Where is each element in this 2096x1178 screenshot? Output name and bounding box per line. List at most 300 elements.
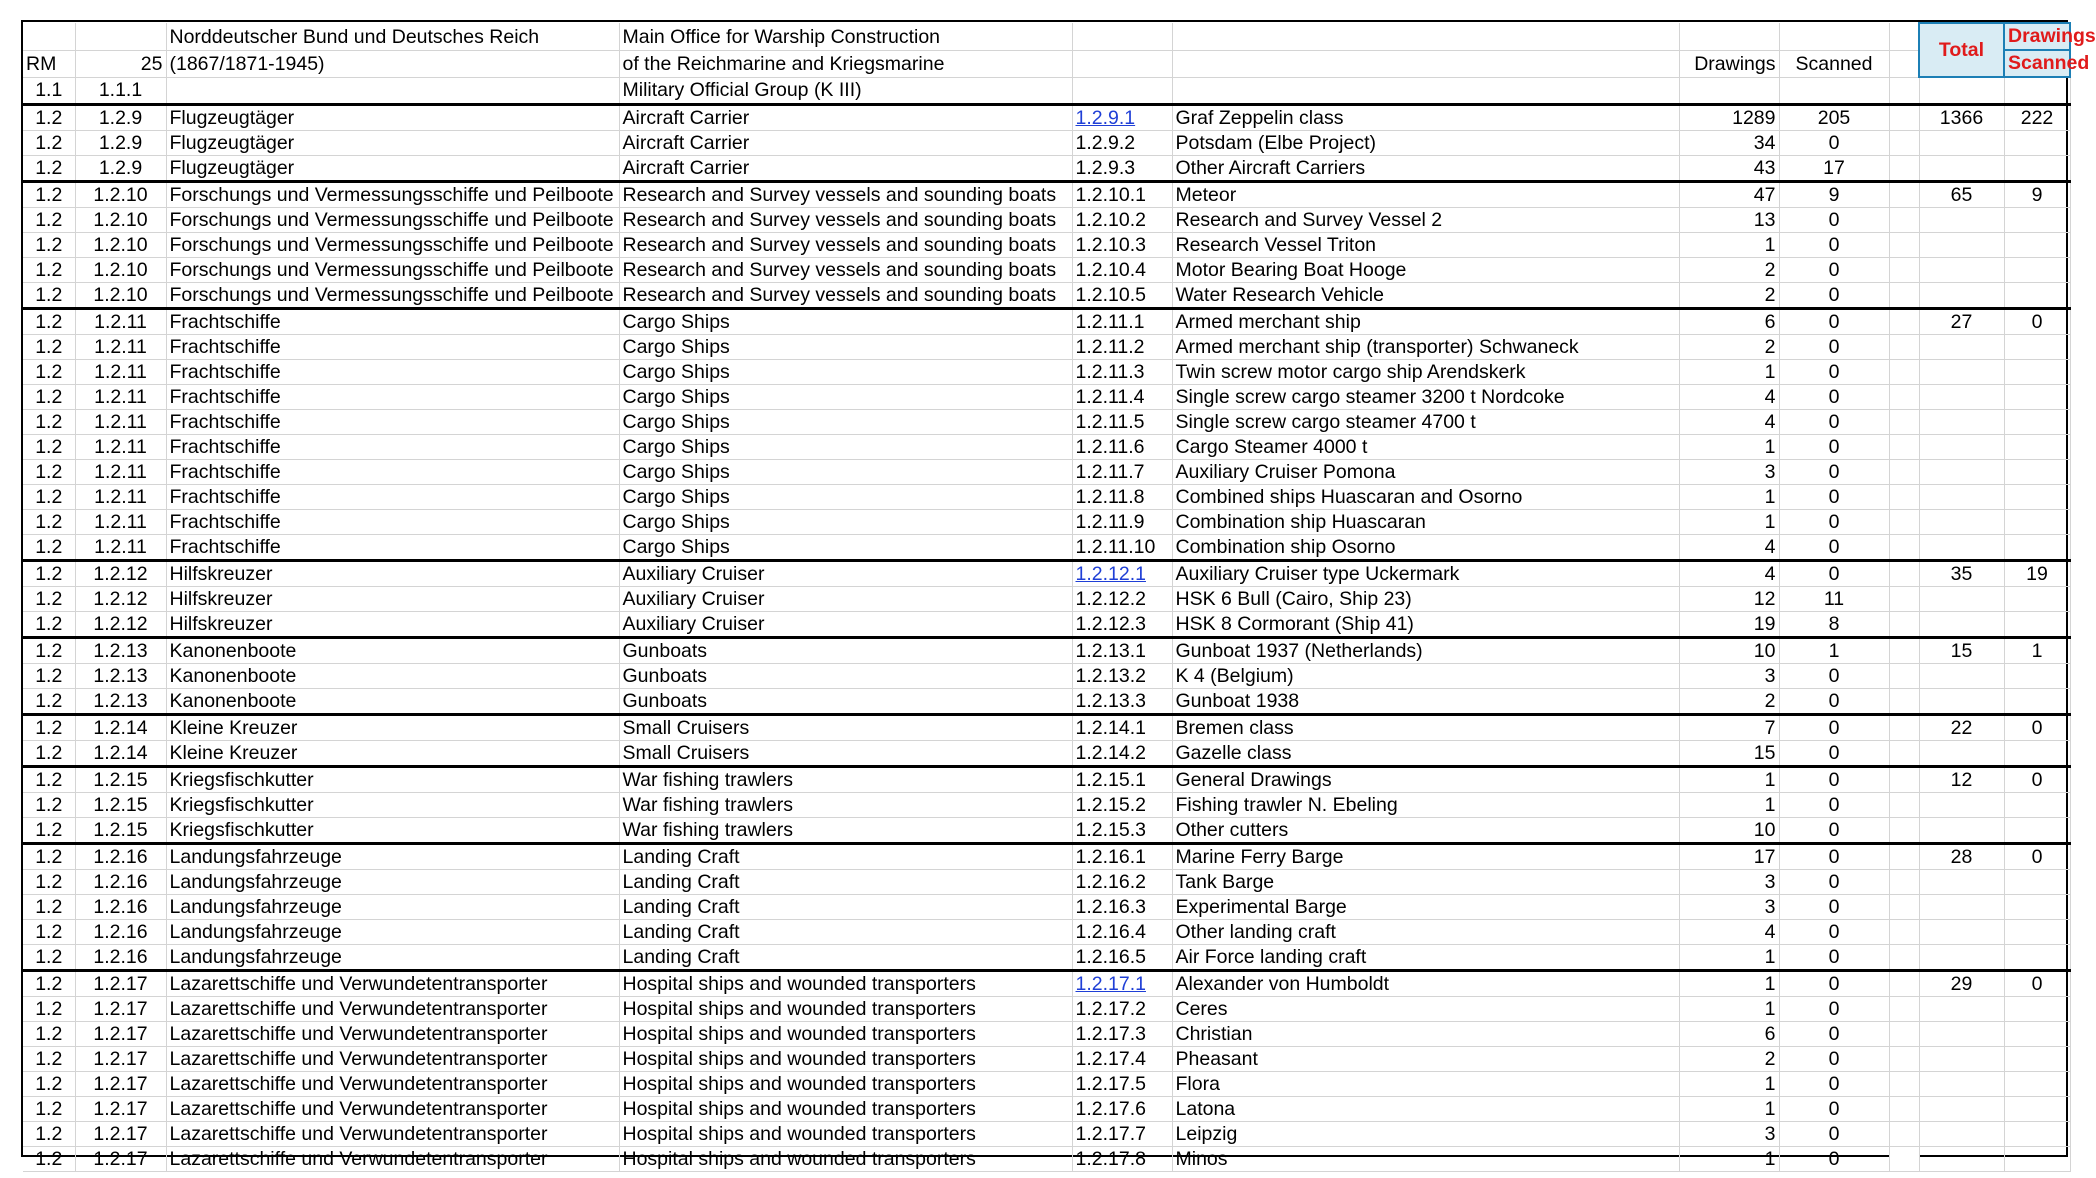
cell-scanned: 0 [1779,818,1889,844]
cell-english-name: Gunboats [619,689,1072,715]
cell-sub-number: 1.2.13.1 [1072,638,1172,664]
cell-total [1919,335,2004,360]
cell-german-name: Kriegsfischkutter [166,818,619,844]
cell-german-name: Kriegsfischkutter [166,793,619,818]
cell-scanned: 0 [1779,510,1889,535]
cell-german-name: Kriegsfischkutter [166,767,619,793]
cell-german-name: Kanonenboote [166,689,619,715]
cell-total [1919,485,2004,510]
cell-total [1919,410,2004,435]
cell-drawings: 12 [1679,587,1779,612]
cell-item-name: Leipzig [1172,1122,1679,1147]
table-row [23,895,2070,920]
cell-level-1: 1.2 [23,1122,75,1147]
cell-level-1: 1.2 [23,664,75,689]
cell-english-name: War fishing trawlers [619,793,1072,818]
cell-level-2: 1.2.17 [75,1072,166,1097]
cell-german-name: Lazarettschiffe und Verwundetentransporter [166,1097,619,1122]
cell-english-name: Research and Survey vessels and sounding boats [619,182,1072,208]
sub-number-link[interactable]: 1.2.12.1 [1075,563,1146,585]
table-row [23,1097,2070,1122]
cell-level-1: 1.2 [23,258,75,283]
cell-drawings: 3 [1679,870,1779,895]
table-row [23,741,2070,767]
cell-drawings: 2 [1679,689,1779,715]
cell-total-scanned [2004,664,2070,689]
cell-level-2: 1.2.13 [75,664,166,689]
cell-sub-number: 1.2.17.4 [1072,1047,1172,1072]
cell-item-name: Single screw cargo steamer 4700 t [1172,410,1679,435]
cell-german-name: Landungsfahrzeuge [166,920,619,945]
cell-english-name: Cargo Ships [619,435,1072,460]
cell-german-name: Frachtschiffe [166,435,619,460]
cell-scanned: 205 [1779,105,1889,131]
cell-drawings: 2 [1679,1047,1779,1072]
cell-spacer [1889,258,1919,283]
cell-item-name: Twin screw motor cargo ship Arendskerk [1172,360,1679,385]
table-row [23,587,2070,612]
cell-english-name: Landing Craft [619,870,1072,895]
cell-level-1: 1.2 [23,360,75,385]
cell-item-name: Meteor [1172,182,1679,208]
cell-drawings: 13 [1679,208,1779,233]
cell-spacer [1889,1022,1919,1047]
cell-total [1919,818,2004,844]
cell-english-name: Aircraft Carrier [619,156,1072,182]
cell-total [1919,385,2004,410]
cell-scanned: 0 [1779,870,1889,895]
cell-english-name: Hospital ships and wounded transporters [619,1022,1072,1047]
cell-item-name: Tank Barge [1172,870,1679,895]
sub-number-link[interactable]: 1.2.17.1 [1075,973,1146,995]
cell-english-name: Landing Craft [619,895,1072,920]
cell-drawings: 6 [1679,1022,1779,1047]
cell-total-scanned [2004,258,2070,283]
cell-sub-number: 1.2.10.2 [1072,208,1172,233]
cell-total [1919,945,2004,971]
cell-total: 29 [1919,971,2004,997]
cell-sub-number: 1.2.11.1 [1072,309,1172,335]
cell-total: 12 [1919,767,2004,793]
cell-level-2: 1.2.11 [75,335,166,360]
cell-english-name: Hospital ships and wounded transporters [619,1047,1072,1072]
cell-english-name: Hospital ships and wounded transporters [619,1072,1072,1097]
cell-total [1919,1122,2004,1147]
table-row [23,997,2070,1022]
cell-total-scanned [2004,895,2070,920]
cell-total [1919,258,2004,283]
cell-drawings: 17 [1679,844,1779,870]
cell-drawings: 1 [1679,485,1779,510]
cell-level-2: 1.2.9 [75,131,166,156]
cell-german-name: Lazarettschiffe und Verwundetentransporter [166,1022,619,1047]
cell-drawings: 6 [1679,309,1779,335]
cell-total [1919,587,2004,612]
cell-level-2: 1.2.14 [75,741,166,767]
cell-level-1: 1.2 [23,410,75,435]
cell-english-name: Hospital ships and wounded transporters [619,971,1072,997]
cell-total-scanned [2004,1097,2070,1122]
cell-spacer [1889,715,1919,741]
table-row [23,410,2070,435]
cell-spacer [1889,156,1919,182]
cell-total-scanned [2004,410,2070,435]
cell-total-scanned: 0 [2004,309,2070,335]
cell-drawings: 47 [1679,182,1779,208]
cell-item-name: Cargo Steamer 4000 t [1172,435,1679,460]
cell-english-name: Research and Survey vessels and sounding boats [619,233,1072,258]
cell-total-scanned [2004,1047,2070,1072]
table-row [23,945,2070,971]
cell-english-name: Auxiliary Cruiser [619,587,1072,612]
cell-spacer [1889,1097,1919,1122]
cell-sub-number: 1.2.11.4 [1072,385,1172,410]
cell-total-scanned [2004,485,2070,510]
cell-item-name: HSK 8 Cormorant (Ship 41) [1172,612,1679,638]
cell-total [1919,1072,2004,1097]
cell-level-1: 1.2 [23,156,75,182]
cell-level-1: 1.2 [23,715,75,741]
cell-spacer [1889,283,1919,309]
cell-level-2: 1.2.11 [75,435,166,460]
cell-item-name: Water Research Vehicle [1172,283,1679,309]
cell-scanned: 0 [1779,535,1889,561]
header-number: 25 [75,50,166,77]
cell-sub-number [1072,561,1172,587]
cell-item-name: Other Aircraft Carriers [1172,156,1679,182]
cell-drawings: 1 [1679,767,1779,793]
cell-spacer [1889,920,1919,945]
cell-level-2: 1.2.17 [75,1022,166,1047]
header-german-dates: (1867/1871-1945) [166,50,619,77]
cell-item-name: Marine Ferry Barge [1172,844,1679,870]
cell-german-name: Frachtschiffe [166,460,619,485]
cell-level-1: 1.2 [23,335,75,360]
table-row [23,638,2070,664]
cell-german-name: Forschungs und Vermessungsschiffe und Peilboote [166,283,619,309]
cell-scanned: 0 [1779,895,1889,920]
cell-item-name: Armed merchant ship (transporter) Schwaneck [1172,335,1679,360]
cell-scanned: 17 [1779,156,1889,182]
cell-english-name: Hospital ships and wounded transporters [619,1147,1072,1172]
cell-level-2: 1.2.15 [75,818,166,844]
table-row [23,360,2070,385]
cell-sub-number: 1.2.10.1 [1072,182,1172,208]
cell-level-2: 1.2.11 [75,410,166,435]
cell-sub-number: 1.2.17.6 [1072,1097,1172,1122]
cell-level-2: 1.2.9 [75,105,166,131]
cell-scanned: 0 [1779,920,1889,945]
cell-scanned: 0 [1779,741,1889,767]
cell-level-2: 1.2.10 [75,258,166,283]
cell-scanned: 0 [1779,1147,1889,1172]
cell-sub-number: 1.2.11.2 [1072,335,1172,360]
cell-german-name: Frachtschiffe [166,410,619,435]
cell-english-name: Cargo Ships [619,510,1072,535]
table-row [23,258,2070,283]
cell-spacer [1889,460,1919,485]
cell-scanned: 0 [1779,689,1889,715]
cell-english-name: Small Cruisers [619,741,1072,767]
cell-level-1: 1.2 [23,741,75,767]
cell-total-scanned [2004,793,2070,818]
cell-total-scanned [2004,587,2070,612]
cell-total-scanned [2004,510,2070,535]
cell-sub-number: 1.2.10.5 [1072,283,1172,309]
cell-scanned: 8 [1779,612,1889,638]
cell-total-scanned: 222 [2004,105,2070,131]
cell-item-name: Fishing trawler N. Ebeling [1172,793,1679,818]
cell-sub-number: 1.2.16.2 [1072,870,1172,895]
cell-spacer [1889,587,1919,612]
cell-german-name: Hilfskreuzer [166,561,619,587]
cell-level-2: 1.2.15 [75,793,166,818]
cell-drawings: 2 [1679,335,1779,360]
cell-scanned: 1 [1779,638,1889,664]
cell-drawings: 4 [1679,535,1779,561]
cell-english-name: Hospital ships and wounded transporters [619,1097,1072,1122]
cell-drawings: 34 [1679,131,1779,156]
cell-total-scanned [2004,535,2070,561]
cell-level-2: 1.2.15 [75,767,166,793]
table-row [23,971,2070,997]
cell-drawings: 1 [1679,1147,1779,1172]
cell-sub-number: 1.2.11.3 [1072,360,1172,385]
cell-total [1919,435,2004,460]
cell-drawings: 4 [1679,410,1779,435]
cell-drawings: 1 [1679,233,1779,258]
cell-total [1919,689,2004,715]
cell-level-1: 1.2 [23,485,75,510]
cell-spacer [1889,818,1919,844]
cell-german-name: Forschungs und Vermessungsschiffe und Peilboote [166,233,619,258]
cell-level-2: 1.2.11 [75,460,166,485]
cell-sub-number: 1.2.15.1 [1072,767,1172,793]
cell-item-name: K 4 (Belgium) [1172,664,1679,689]
cell-german-name: Flugzeugtäger [166,105,619,131]
cell-english-name: Gunboats [619,638,1072,664]
table-row [23,283,2070,309]
cell-german-name: Frachtschiffe [166,360,619,385]
cell-english-name: Research and Survey vessels and sounding boats [619,258,1072,283]
table-row [23,1022,2070,1047]
cell-level-2: 1.2.17 [75,1097,166,1122]
cell-total-scanned: 9 [2004,182,2070,208]
cell-item-name: Experimental Barge [1172,895,1679,920]
cell-drawings: 2 [1679,283,1779,309]
cell-sub-number: 1.2.12.2 [1072,587,1172,612]
cell-english-name: War fishing trawlers [619,818,1072,844]
header-english-subtitle: of the Reichmarine and Kriegsmarine [619,50,1072,77]
cell-total-scanned [2004,131,2070,156]
cell-sub-number: 1.2.11.8 [1072,485,1172,510]
cell-spacer [1889,309,1919,335]
cell-sub-number: 1.2.13.2 [1072,664,1172,689]
cell-german-name: Lazarettschiffe und Verwundetentransporter [166,1047,619,1072]
cell-scanned: 0 [1779,1097,1889,1122]
cell-english-name: Cargo Ships [619,360,1072,385]
cell-sub-number: 1.2.16.3 [1072,895,1172,920]
cell-item-name: Alexander von Humboldt [1172,971,1679,997]
cell-scanned: 0 [1779,385,1889,410]
cell-item-name: Minos [1172,1147,1679,1172]
cell-sub-number: 1.2.15.2 [1072,793,1172,818]
cell-level-1: 1.2 [23,818,75,844]
cell-level-2: 1.2.16 [75,945,166,971]
cell-level-2: 1.2.11 [75,535,166,561]
cell-german-name: Lazarettschiffe und Verwundetentransporter [166,1122,619,1147]
cell-total: 27 [1919,309,2004,335]
cell-sub-number: 1.2.10.3 [1072,233,1172,258]
cell-level-1: 1.2 [23,1097,75,1122]
cell-level-2: 1.2.14 [75,715,166,741]
cell-total [1919,283,2004,309]
cell-item-name: Graf Zeppelin class [1172,105,1679,131]
cell-level-1: 1.2 [23,971,75,997]
cell-sub-number: 1.2.17.5 [1072,1072,1172,1097]
cell-level-1: 1.2 [23,435,75,460]
cell-scanned: 0 [1779,309,1889,335]
group-english: Military Official Group (K III) [619,77,1072,105]
cell-drawings: 3 [1679,895,1779,920]
cell-level-1: 1.2 [23,1072,75,1097]
cell-total [1919,510,2004,535]
cell-spacer [1889,410,1919,435]
table-row [23,182,2070,208]
cell-scanned: 0 [1779,1047,1889,1072]
cell-level-1: 1.2 [23,460,75,485]
cell-item-name: Ceres [1172,997,1679,1022]
table-row [23,561,2070,587]
cell-spacer [1889,105,1919,131]
cell-level-1: 1.2 [23,587,75,612]
group-b: 1.1.1 [75,77,166,105]
cell-german-name: Lazarettschiffe und Verwundetentransporter [166,997,619,1022]
cell-english-name: Cargo Ships [619,410,1072,435]
table-row [23,510,2070,535]
cell-total-scanned [2004,208,2070,233]
cell-scanned: 0 [1779,258,1889,283]
cell-scanned: 0 [1779,485,1889,510]
cell-spacer [1889,182,1919,208]
cell-total-scanned [2004,870,2070,895]
cell-drawings: 1 [1679,1072,1779,1097]
cell-german-name: Forschungs und Vermessungsschiffe und Peilboote [166,208,619,233]
cell-spacer [1889,767,1919,793]
cell-total [1919,741,2004,767]
cell-scanned: 0 [1779,460,1889,485]
cell-english-name: War fishing trawlers [619,767,1072,793]
cell-level-1: 1.2 [23,920,75,945]
cell-total [1919,131,2004,156]
cell-sub-number: 1.2.14.2 [1072,741,1172,767]
cell-level-1: 1.2 [23,638,75,664]
cell-sub-number: 1.2.9.3 [1072,156,1172,182]
table-row [23,385,2070,410]
cell-english-name: Research and Survey vessels and sounding boats [619,283,1072,309]
cell-total-scanned [2004,818,2070,844]
cell-sub-number: 1.2.16.4 [1072,920,1172,945]
cell-level-1: 1.2 [23,283,75,309]
cell-drawings: 1 [1679,1097,1779,1122]
cell-drawings: 1 [1679,997,1779,1022]
cell-total-scanned [2004,435,2070,460]
cell-item-name: Christian [1172,1022,1679,1047]
cell-item-name: Combination ship Osorno [1172,535,1679,561]
table-row [23,818,2070,844]
data-table [23,22,2096,1172]
header-scanned: Scanned [1779,50,1889,77]
cell-level-2: 1.2.16 [75,870,166,895]
cell-german-name: Hilfskreuzer [166,612,619,638]
sub-number-link[interactable]: 1.2.9.1 [1075,107,1136,129]
header-rm: RM [23,50,75,77]
cell-german-name: Kanonenboote [166,638,619,664]
cell-level-2: 1.2.17 [75,1147,166,1172]
cell-spacer [1889,1122,1919,1147]
cell-level-2: 1.2.13 [75,689,166,715]
cell-sub-number [1072,971,1172,997]
cell-spacer [1889,561,1919,587]
cell-german-name: Frachtschiffe [166,309,619,335]
table-row [23,793,2070,818]
cell-level-1: 1.2 [23,105,75,131]
cell-scanned: 0 [1779,971,1889,997]
cell-german-name: Landungsfahrzeuge [166,945,619,971]
cell-drawings: 1 [1679,510,1779,535]
table-row [23,715,2070,741]
header-drawings: Drawings [1679,50,1779,77]
cell-level-1: 1.2 [23,945,75,971]
table-row [23,1047,2070,1072]
cell-level-2: 1.2.17 [75,971,166,997]
table-row [23,1147,2070,1172]
cell-drawings: 19 [1679,612,1779,638]
cell-spacer [1889,945,1919,971]
cell-total [1919,233,2004,258]
cell-total-scanned [2004,689,2070,715]
cell-total-scanned [2004,920,2070,945]
cell-level-2: 1.2.17 [75,997,166,1022]
cell-german-name: Frachtschiffe [166,385,619,410]
cell-level-1: 1.2 [23,793,75,818]
cell-level-1: 1.2 [23,895,75,920]
cell-level-2: 1.2.17 [75,1122,166,1147]
header-drawings-scanned-bottom: Scanned [2004,50,2070,77]
group-a: 1.1 [23,77,75,105]
table-row [23,535,2070,561]
cell-total: 28 [1919,844,2004,870]
cell-item-name: Potsdam (Elbe Project) [1172,131,1679,156]
cell-total-scanned [2004,360,2070,385]
cell-scanned: 0 [1779,435,1889,460]
cell-sub-number: 1.2.17.2 [1072,997,1172,1022]
cell-level-1: 1.2 [23,535,75,561]
cell-total-scanned [2004,460,2070,485]
cell-total-scanned: 0 [2004,844,2070,870]
cell-level-2: 1.2.10 [75,233,166,258]
cell-total: 22 [1919,715,2004,741]
cell-drawings: 3 [1679,1122,1779,1147]
cell-total-scanned: 0 [2004,971,2070,997]
table-row [23,664,2070,689]
cell-drawings: 1 [1679,945,1779,971]
cell-german-name: Lazarettschiffe und Verwundetentransporter [166,1147,619,1172]
cell-total [1919,1097,2004,1122]
cell-spacer [1889,971,1919,997]
cell-scanned: 0 [1779,1072,1889,1097]
cell-scanned: 0 [1779,283,1889,309]
